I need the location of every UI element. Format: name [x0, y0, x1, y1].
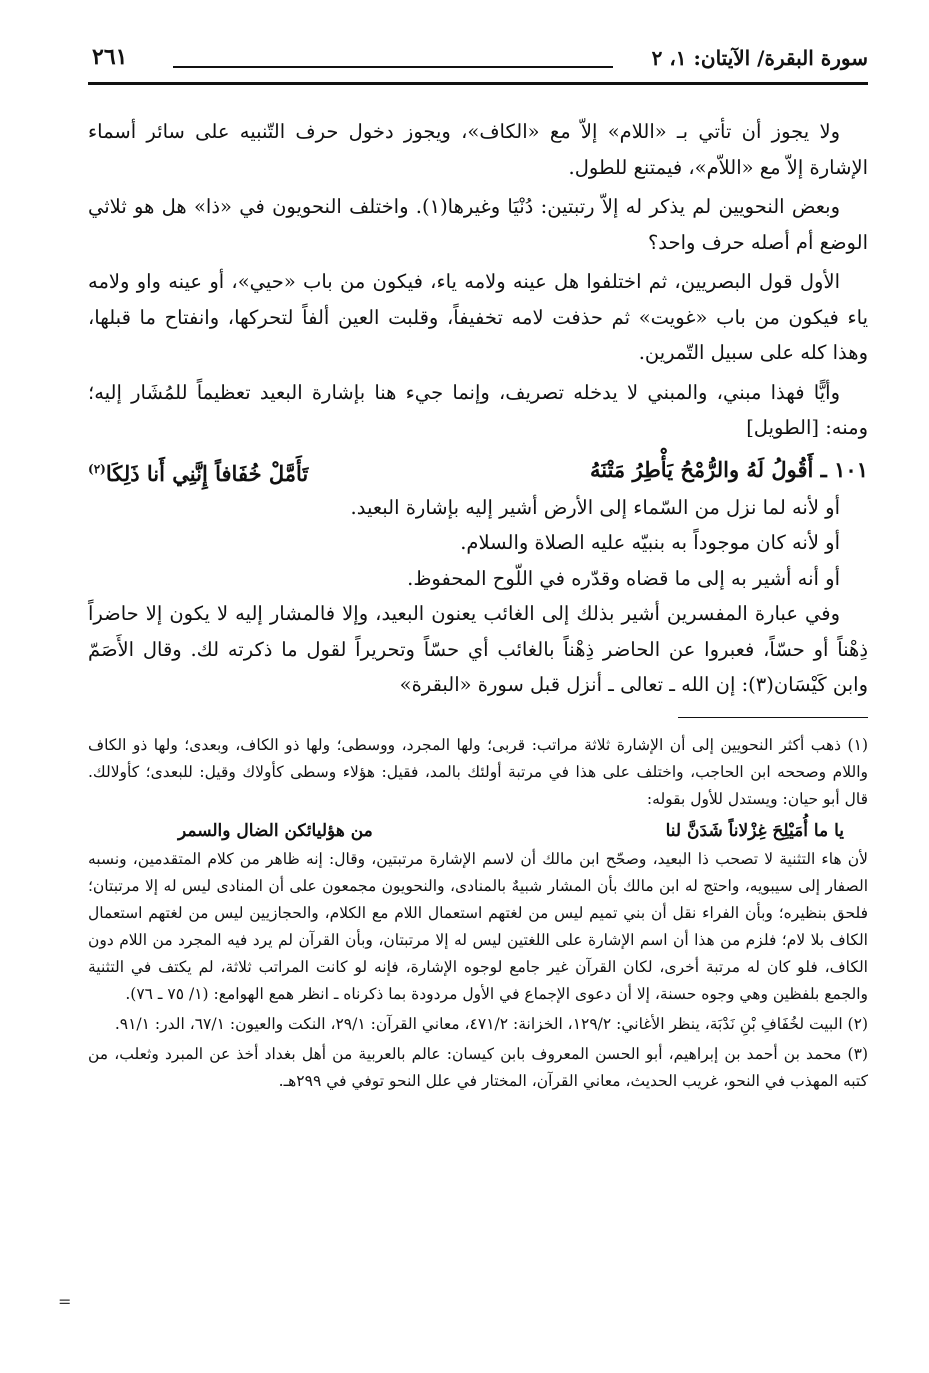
paragraph-4: وأيًّا فهذا مبني، والمبني لا يدخله تصريف، وإنما جيء هنا بإشارة البعيد تعظيماً للمُشَار إليه؛ ومنه: [الطويل] — [88, 380, 868, 439]
line-2: أو لأنه كان موجوداً به بنبيّه عليه الصلاة والسلام. — [460, 531, 840, 554]
paragraph-2: وبعض النحويين لم يذكر له إلاّ رتبتين: دُنْيَا وغيرها(١). واختلف النحويون في «ذا» هل هو ثلاثي الوضع أم أصله حرف واحد؟ — [88, 195, 868, 254]
header-dash-line — [173, 66, 613, 68]
footnote-separator — [678, 717, 868, 718]
line-3: أو أنه أشير به إلى ما قضاه وقدّره في اللّوح المحفوظ. — [407, 566, 840, 590]
poetry-verse — [88, 450, 868, 490]
verse-footnote-ref: (٢) — [88, 461, 106, 476]
footnotes — [88, 732, 868, 1095]
footnote-verse — [88, 816, 868, 846]
running-header — [88, 40, 868, 84]
surah-title: سورة البقرة/ الآيتان: ١، ٢ — [651, 46, 868, 70]
footnote-1-part-b: لأن هاء التثنية لا تصحب ذا البعيد، وصحّح ابن مالك أن لاسم الإشارة مرتبتين، وقال: إنه ظاهر من كلام المتقدمين، ونسبه الصفار إلى سيبويه، واحتج له ابن مالك بأن المشار شبيهٌ بالمنادى، والنحويون مجمعون على أن المنادى ليس له إلا مرتبتان؛ فلحق بنظيره؛ وبأن الفراء نقل أن بني تميم ليس من لغتهم استعمال اللام مع الكلام، والحجازيين ليس من لغتهم استعمال الكاف بلا لام؛ فلزم من هذا أن اسم الإشارة على اللغتين ليس له إلا مرتبتان، وبأن القرآن لم يرد فيه المجرد من اللام دون الكاف، فلو كان له مرتبة أخرى، لكان القرآن غير جامع لوجوه الإشارة، فإنه لو كانت المراتب ثلاثة، لم يكتف في التثنية والجمع بلفظين وهي وجوه حسنة، إلا أن دعوى الإجماع في الأول مردودة بما ذكرناه ـ انظر همع الهوامع: (١/ ٧٥ ـ ٧٦). — [88, 849, 868, 1003]
page-number: ٢٦١ — [92, 44, 128, 70]
footnote-verse-second-half: من هؤليائكن الضال والسمر — [178, 820, 373, 841]
book-page — [88, 40, 868, 1340]
paragraph-5: وفي عبارة المفسرين أشير بذلك إلى الغائب يعنون البعيد، وإلا فالمشار إليه لا يكون إلا حاضراً ذِهْناً أو حسّاً، فعبروا عن الحاضر ذِهْناً بالغائب أي حسّاً وتحريراً لقول ما ذكرته لك. وقال الأَصَمّ وابن كَيْسَان(٣): إن الله ـ تعالى ـ أنزل قبل سورة «البقرة» — [88, 602, 868, 696]
footnote-2: (٢) البيت لخُفَافِ بْنِ نَدْبَة، ينظر الأغاني: ١٢٩/٢، الخزانة: ٤٧١/٢، معاني القرآن: ٢٩/١، النكت والعيون: ٦٧/١، الدر: ٩١/١. — [114, 1014, 868, 1033]
footnote-verse-first-half: يا ما أُمَيْلِحَ غِزْلاناً شَدَنَّ لنا — [665, 820, 844, 841]
line-1: أو لأنه لما نزل من السّماء إلى الأرض أشير إليه بإشارة البعيد. — [350, 495, 840, 519]
verse-second-half — [88, 452, 308, 492]
main-text — [88, 114, 868, 703]
footnote-3: (٣) محمد بن أحمد بن إبراهيم، أبو الحسن المعروف بابن كيسان: عالم بالعربية من أهل بغداد أخذ عن المبرد وثعلب، من كتبه المهذب في النحو، غريب الحديث، معاني القرآن، المختار في علل النحو توفي في ٢٩٩هـ. — [88, 1044, 868, 1090]
footnote-1-part-a: (١) ذهب أكثر النحويين إلى أن الإشارة ثلاثة مراتب: قربى؛ ولها المجرد، ووسطى؛ ولها ذو الكاف، وبعدى؛ ولها ذو الكاف واللام وصححه ابن الحاجب، واختلف على هذا في مرتبة أولئك بالمد، فقيل: هؤلاء وسطى كأولاك وقيل: للبعدى؛ كأولالك. قال أبو حيان: ويستدل للأول بقوله: — [88, 735, 868, 808]
header-rule — [88, 82, 868, 85]
paragraph-1: ولا يجوز أن تأتي بـ «اللام» إلاّ مع «الكاف»، ويجوز دخول حرف التّنبيه على سائر أسماء الإشارة إلاّ مع «اللاّم»، فيمتنع للطول. — [88, 120, 868, 179]
verse-first-half: ١٠١ ـ أَقُولُ لَهُ والرُّمْحُ يَأْطِرُ مَتْنَهُ — [590, 456, 868, 482]
verse-second-half-text: تَأَمَّلْ خُفَافاً إِنَّنِي أَنا ذَلِكَا — [105, 460, 309, 486]
paragraph-3: الأول قول البصريين، ثم اختلفوا هل عينه ولامه ياء، فيكون من باب «حيي»، أو عينه واو ولامه ياء فيكون من باب «غويت» ثم حذفت لامه تخفيفاً، وقلبت العين ألفاً لتحركها، وانفتاح ما قبلها، وهذا كله على سبيل التّمرين. — [88, 270, 868, 364]
margin-mark: = — [58, 1292, 72, 1311]
